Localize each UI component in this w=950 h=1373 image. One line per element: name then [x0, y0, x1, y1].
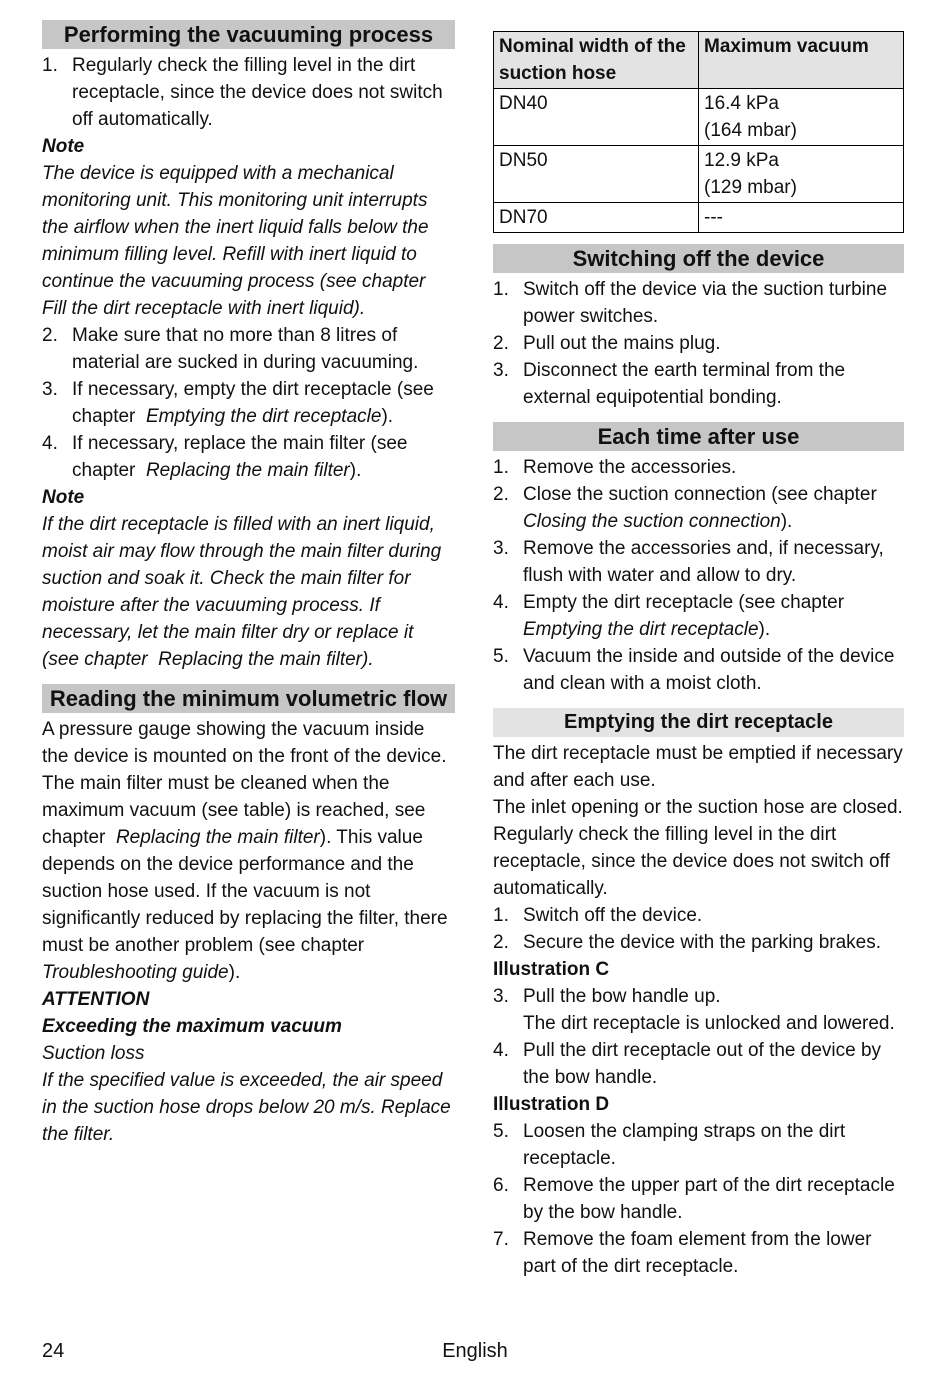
list-item-text	[523, 1172, 904, 1226]
table-cell-nominal-width: DN70	[494, 203, 699, 233]
table-cell-line: 16.4 kPa	[704, 93, 779, 114]
table-cell-max-vacuum	[699, 146, 904, 203]
list-item-text	[523, 276, 904, 330]
text-run: Regularly check the filling level in the dirt receptacle, since the device does not switch off automatically.	[72, 55, 443, 130]
text-run: If necessary, empty the dirt receptacle (see chapter	[72, 379, 434, 427]
list-item-number: 3.	[493, 986, 509, 1007]
text-run: Switch off the device.	[523, 905, 703, 926]
text-run: Pull the dirt receptacle out of the device by the bow handle.	[523, 1040, 882, 1088]
list-item	[493, 983, 904, 1037]
list-item-number: 2.	[493, 333, 509, 354]
table-cell-line: (164 mbar)	[704, 120, 797, 141]
text-run: The dirt receptacle must be emptied if necessary and after each use.	[493, 743, 903, 791]
list-item	[42, 376, 455, 430]
text-run: Close the suction connection (see chapter	[523, 484, 883, 505]
text-run: Remove the foam element from the lower part of the dirt receptacle.	[523, 1229, 872, 1277]
list-item-text	[523, 454, 904, 481]
text-run: Pull out the mains plug.	[523, 333, 721, 354]
text-run: If the specified value is exceeded, the air speed in the suction hose drops below 20 m/s. Replace the filter.	[42, 1070, 451, 1145]
table-cell-line: (129 mbar)	[704, 177, 797, 198]
list-item	[493, 276, 904, 330]
text-run: Switch off the device via the suction turbine power switches.	[523, 279, 888, 327]
text-run: Illustration D	[493, 1094, 610, 1115]
table-header-cell: Nominal width of the suction hose	[494, 32, 699, 89]
table-row	[494, 146, 904, 203]
list-item-number: 1.	[42, 55, 58, 76]
list-item-number: 1.	[493, 279, 509, 300]
text-run: Remove the accessories and, if necessary, flush with water and allow to dry.	[523, 538, 884, 586]
paragraph	[493, 956, 904, 983]
list-item	[493, 454, 904, 481]
list-item-number: 5.	[493, 1121, 509, 1142]
table-header-cell: Maximum vacuum	[699, 32, 904, 89]
text-run: Replacing the main filter	[115, 827, 320, 848]
section-heading: Reading the minimum volumetric flow	[42, 684, 455, 713]
text-run: Suction loss	[42, 1043, 145, 1064]
numbered-list	[493, 454, 904, 697]
numbered-list	[42, 52, 455, 133]
text-run: Closing the suction connection	[523, 511, 781, 532]
paragraph	[42, 716, 455, 986]
list-item-number: 1.	[493, 905, 509, 926]
text-run: ).	[228, 962, 241, 983]
list-item-text	[523, 643, 904, 697]
list-item-number: 4.	[493, 1040, 509, 1061]
list-item	[42, 430, 455, 484]
text-run: Note	[42, 136, 85, 157]
table-cell-nominal-width: DN40	[494, 89, 699, 146]
list-item-text	[523, 330, 904, 357]
list-item-text	[523, 481, 904, 535]
list-item-text	[523, 902, 904, 929]
list-item	[493, 589, 904, 643]
paragraph	[493, 740, 904, 794]
list-item-text	[523, 1226, 904, 1280]
text-run: ).	[349, 460, 362, 481]
table-cell-line: 12.9 kPa	[704, 150, 779, 171]
list-item-number: 1.	[493, 457, 509, 478]
subsection-heading: Emptying the dirt receptacle	[493, 708, 904, 737]
text-run: ). This value depends on the device performance and the suction hose used. If the vacuum is not significantly reduced by replacing the filter, there must be another problem (see chapter	[42, 827, 448, 956]
paragraph	[42, 511, 455, 673]
numbered-list	[493, 1118, 904, 1280]
list-item-text	[523, 929, 904, 956]
text-run: A pressure gauge showing the vacuum inside the device is mounted on the front of the device. The main filter must be cleaned when the maximum vacuum (see table) is reached, see chapter	[42, 719, 447, 848]
list-item-number: 7.	[493, 1229, 509, 1250]
paragraph	[42, 133, 455, 160]
list-item-text	[523, 983, 904, 1037]
table-row	[494, 203, 904, 233]
text-run: ).	[381, 406, 394, 427]
text-run: ATTENTION	[42, 989, 150, 1010]
paragraph	[493, 794, 904, 821]
list-item-number: 3.	[493, 538, 509, 559]
list-item-number: 6.	[493, 1175, 509, 1196]
list-item	[493, 1172, 904, 1226]
list-item	[493, 643, 904, 697]
list-item-text	[523, 1037, 904, 1091]
page-footer	[0, 1338, 950, 1365]
list-item	[493, 1226, 904, 1280]
list-item-number: 2.	[493, 932, 509, 953]
section-heading: Each time after use	[493, 422, 904, 451]
list-item-text	[72, 322, 455, 376]
list-item	[493, 902, 904, 929]
table-cell-line: ---	[704, 207, 723, 228]
table-cell-max-vacuum	[699, 203, 904, 233]
text-run: Regularly check the filling level in the dirt receptacle, since the device does not switch off automatically.	[493, 824, 890, 899]
paragraph	[42, 986, 455, 1013]
list-item-number: 4.	[493, 592, 509, 613]
text-run: Troubleshooting guide	[42, 962, 229, 983]
list-item-text	[72, 52, 455, 133]
left-column	[42, 20, 455, 1280]
paragraph	[42, 1067, 455, 1148]
list-item-number: 4.	[42, 433, 58, 454]
text-run: ).	[758, 619, 771, 640]
list-item	[493, 481, 904, 535]
numbered-list	[42, 322, 455, 484]
text-run: Remove the upper part of the dirt receptacle by the bow handle.	[523, 1175, 895, 1223]
paragraph	[42, 160, 455, 322]
text-run: Make sure that no more than 8 litres of material are sucked in during vacuuming.	[72, 325, 419, 373]
text-run: Empty the dirt receptacle (see chapter	[523, 592, 850, 613]
section-heading: Switching off the device	[493, 244, 904, 273]
paragraph	[493, 1091, 904, 1118]
list-item-number: 2.	[42, 325, 58, 346]
list-item-number: 3.	[493, 360, 509, 381]
paragraph	[42, 484, 455, 511]
list-item	[493, 1037, 904, 1091]
text-run: The device is equipped with a mechanical monitoring unit. This monitoring unit interrupts the airflow when the inert liquid falls below the minimum filling level. Refill with inert liquid to continue the vacuuming process (see chapter Fill the dirt receptacle with inert liquid).	[42, 163, 431, 319]
list-item	[493, 535, 904, 589]
paragraph	[42, 1040, 455, 1067]
text-run: Vacuum the inside and outside of the device and clean with a moist cloth.	[523, 646, 895, 694]
numbered-list	[493, 902, 904, 956]
text-run: Loosen the clamping straps on the dirt receptacle.	[523, 1121, 846, 1169]
text-run: The inlet opening or the suction hose are closed.	[493, 797, 903, 818]
text-run: Note	[42, 487, 85, 508]
text-run: If the dirt receptacle is filled with an inert liquid, moist air may flow through the main filter during suction and soak it. Check the main filter for moisture after the vacuuming process. If necessary, let the main filter dry or replace it (see chapter Replacing the main filter).	[42, 514, 442, 670]
list-item	[42, 52, 455, 133]
list-item	[42, 322, 455, 376]
list-item	[493, 1118, 904, 1172]
list-item	[493, 330, 904, 357]
list-item-text	[72, 376, 455, 430]
table-row	[494, 89, 904, 146]
text-run: Replacing the main filter	[145, 460, 350, 481]
list-item-number: 3.	[42, 379, 58, 400]
text-run: Emptying the dirt receptacle	[145, 406, 382, 427]
table-header-row	[494, 32, 904, 89]
text-run: Emptying the dirt receptacle	[523, 619, 759, 640]
text-run: Illustration C	[493, 959, 610, 980]
table-cell-nominal-width: DN50	[494, 146, 699, 203]
paragraph	[493, 821, 904, 902]
page-number: 24	[42, 1340, 65, 1362]
list-item-text	[523, 535, 904, 589]
numbered-list	[493, 276, 904, 411]
text-run: Disconnect the earth terminal from the external equipotential bonding.	[523, 360, 846, 408]
section-heading: Performing the vacuuming process	[42, 20, 455, 49]
text-run: Remove the accessories.	[523, 457, 737, 478]
list-item-number: 2.	[493, 484, 509, 505]
text-run: Secure the device with the parking brakes.	[523, 932, 882, 953]
list-item-number: 5.	[493, 646, 509, 667]
max-vacuum-table	[493, 31, 904, 233]
list-item	[493, 929, 904, 956]
right-column	[493, 20, 904, 1280]
numbered-list	[493, 983, 904, 1091]
language-label: English	[442, 1340, 508, 1362]
paragraph	[42, 1013, 455, 1040]
list-item-text	[523, 1118, 904, 1172]
list-item-text	[72, 430, 455, 484]
list-item-text	[523, 589, 904, 643]
text-run: ).	[780, 511, 793, 532]
table-cell-max-vacuum	[699, 89, 904, 146]
text-run: Exceeding the maximum vacuum	[42, 1016, 342, 1037]
text-run: If necessary, replace the main filter (see chapter	[72, 433, 408, 481]
text-run: The dirt receptacle is unlocked and lowered.	[523, 1013, 895, 1034]
text-run: Pull the bow handle up.	[523, 986, 721, 1007]
list-item-text	[523, 357, 904, 411]
list-item	[493, 357, 904, 411]
